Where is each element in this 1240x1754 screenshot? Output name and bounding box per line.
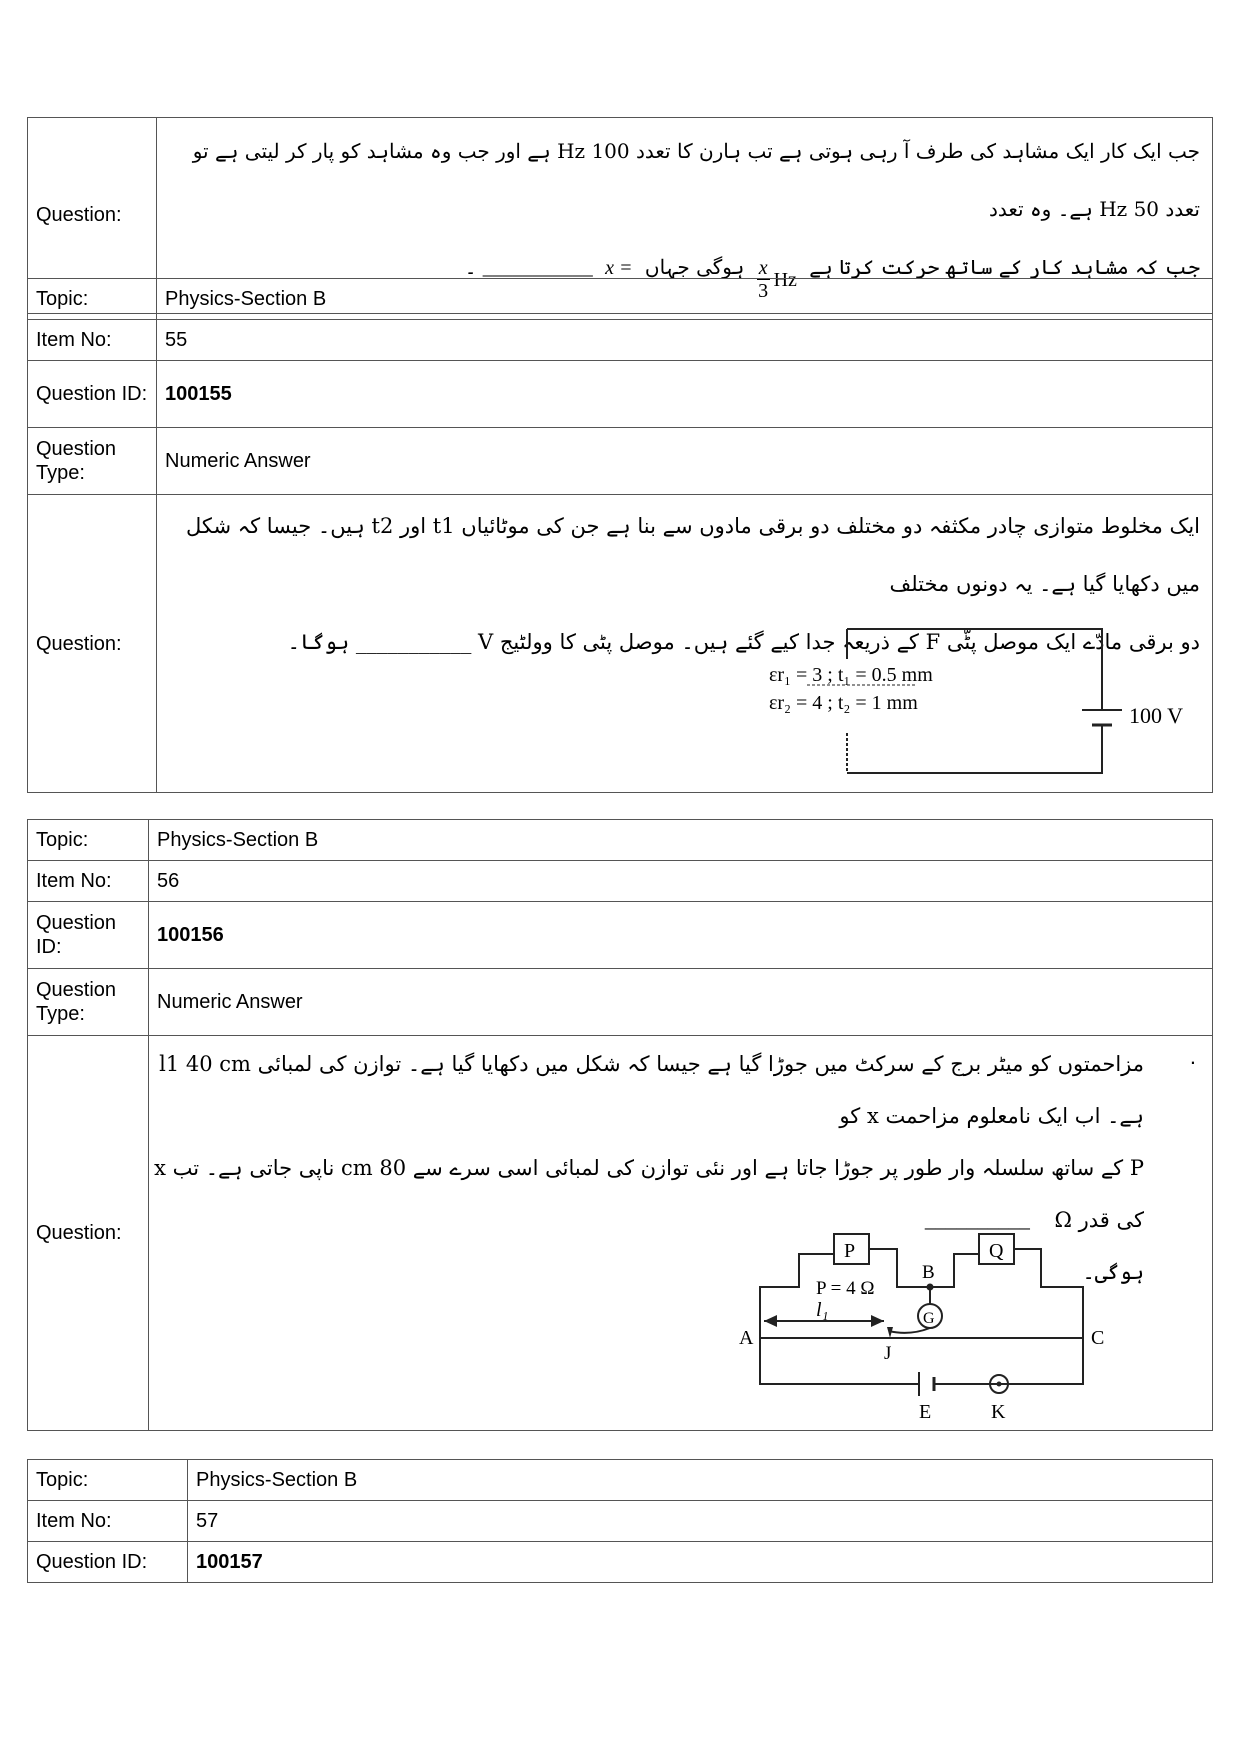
- question-text-line-1: ایک مخلوط متوازی چادر مکثفہ دو مختلف دو برقی مادوں سے بنا ہے جن کی موٹائیاں t1 اور t2 ہیں۔ جیسا کہ شکل میں دکھایا گیا ہے۔ یہ دونوں مختلف: [186, 514, 1200, 596]
- item-no-row: [28, 1501, 1213, 1542]
- question-content: [157, 495, 1213, 793]
- topic-label: Topic:: [28, 820, 149, 861]
- question-id-value: 100155: [157, 361, 1213, 428]
- question-row: [28, 1036, 1213, 1431]
- sentence-end: ۔: [464, 255, 477, 279]
- p-value-label: P = 4 Ω: [816, 1278, 875, 1299]
- item-no-value: 57: [188, 1501, 1213, 1542]
- question-57-table: [27, 1459, 1213, 1583]
- question-row: [28, 495, 1213, 793]
- item-no-value: 56: [149, 861, 1213, 902]
- x-equals: x =: [605, 257, 633, 279]
- question-label: Question:: [28, 495, 157, 793]
- dielectric-2-label: εr₂ = 4 ; t₂ = 1 mm: [769, 692, 918, 714]
- jockey-j-label: J: [884, 1343, 892, 1364]
- topic-label: Topic:: [28, 279, 157, 320]
- question-content: [149, 1036, 1213, 1431]
- question-type-row: [28, 428, 1213, 495]
- topic-label: Topic:: [28, 1460, 188, 1501]
- question-text-line-2-start: P کے ساتھ سلسلہ وار طور پر جوڑا جاتا ہے اور نئی توازن کی لمبائی اسی سرے سے 80 cm ناپی جاتی ہے۔ تب x کی قدر Ω: [154, 1156, 1144, 1232]
- fraction-denominator: 3: [758, 280, 769, 302]
- item-no-label: Item No:: [28, 320, 157, 361]
- battery-voltage-label: 100 V: [1129, 703, 1183, 728]
- bridge-wire-right-top: [1014, 1249, 1083, 1338]
- topic-value: Physics-Section B: [188, 1460, 1213, 1501]
- question-id-row: [28, 1542, 1213, 1583]
- question-label: Question:: [28, 118, 157, 314]
- question-id-row: [28, 361, 1213, 428]
- question-type-value: Numeric Answer: [157, 428, 1213, 495]
- fraction-numerator: x: [758, 257, 768, 279]
- question-id-label: Question ID:: [28, 902, 149, 969]
- question-type-label: Question Type:: [28, 969, 149, 1036]
- l1-label: l₁: [816, 1299, 829, 1321]
- capacitor-circuit-figure: [157, 615, 1217, 785]
- question-id-value: 100156: [149, 902, 1213, 969]
- question-id-row: [28, 902, 1213, 969]
- topic-row: [28, 1460, 1213, 1501]
- circuit-wire-bottom: [847, 725, 1102, 773]
- question-55-table: [27, 278, 1213, 793]
- answer-blank: __________: [924, 1208, 1030, 1232]
- q-box-label: Q: [989, 1240, 1004, 1262]
- l1-arrow-right-head: [871, 1315, 884, 1327]
- topic-value: Physics-Section B: [157, 279, 1213, 320]
- question-text-line-1: مزاحمتوں کو میٹر برج کے سرکٹ میں جوڑا گیا ہے جیسا کہ شکل میں دکھایا گیا ہے۔ توازن کی لمبائی l1 40 cm ہے۔ اب ایک نامعلوم مزاحمت x کو: [159, 1052, 1144, 1128]
- end-c-label: C: [1091, 1327, 1105, 1349]
- jockey-wire: [889, 1328, 930, 1333]
- question-id-label: Question ID:: [28, 1542, 188, 1583]
- l1-arrow-left-head: [764, 1315, 777, 1327]
- meter-bridge-figure: [149, 1196, 1229, 1436]
- question-id-value: 100157: [188, 1542, 1213, 1583]
- item-no-label: Item No:: [28, 861, 149, 902]
- hz-unit: Hz: [773, 268, 797, 291]
- key-dot: [997, 1382, 1002, 1387]
- topic-value: Physics-Section B: [149, 820, 1213, 861]
- junction-b-label: B: [922, 1262, 935, 1283]
- answer-blank: ___________: [482, 257, 593, 279]
- topic-row: [28, 820, 1213, 861]
- question-text-line-2-end: ہوگی جہاں: [644, 255, 745, 279]
- end-a-label: A: [739, 1327, 754, 1349]
- question-type-value: Numeric Answer: [149, 969, 1213, 1036]
- battery-circuit: [760, 1338, 1083, 1384]
- question-text-line-3: ہوگی۔: [1082, 1260, 1144, 1284]
- question-type-label: Question Type:: [28, 428, 157, 495]
- galvanometer-label: G: [923, 1310, 935, 1327]
- item-no-label: Item No:: [28, 1501, 188, 1542]
- battery-e-label: E: [919, 1401, 932, 1423]
- question-text-line-2-start: جب کہ مشاہد کار کے ساتھ حرکت کرتا ہے: [809, 255, 1200, 279]
- topic-row: [28, 279, 1213, 320]
- question-type-row: [28, 969, 1213, 1036]
- junction-b-dot: [927, 1284, 934, 1291]
- key-k-label: K: [991, 1401, 1006, 1423]
- item-no-row: [28, 320, 1213, 361]
- question-id-label: Question ID:: [28, 361, 157, 428]
- question-label: Question:: [28, 1036, 149, 1431]
- question-text-line-1: جب ایک کار ایک مشاہد کی طرف آ رہی ہوتی ہے تب ہارن کا تعدد 100 Hz ہے اور جب وہ مشاہد کو پار کر لیتی ہے تو تعدد 50 Hz ہے۔ وہ تعدد: [192, 139, 1200, 221]
- dielectric-1-label: εr₁ = 3 ; t₁ = 0.5 mm: [769, 664, 933, 686]
- item-no-value: 55: [157, 320, 1213, 361]
- question-text-line-2: دو برقی مادّے ایک موصل پٹّی F کے ذریعہ جدا کیے گئے ہیں۔ موصل پٹی کا وولٹیج V ___________ ہوگا۔: [287, 630, 1200, 654]
- question-56-table: [27, 819, 1213, 1431]
- p-box-label: P: [844, 1240, 856, 1262]
- item-no-row: [28, 861, 1213, 902]
- question-number-dot: .: [1189, 1044, 1196, 1069]
